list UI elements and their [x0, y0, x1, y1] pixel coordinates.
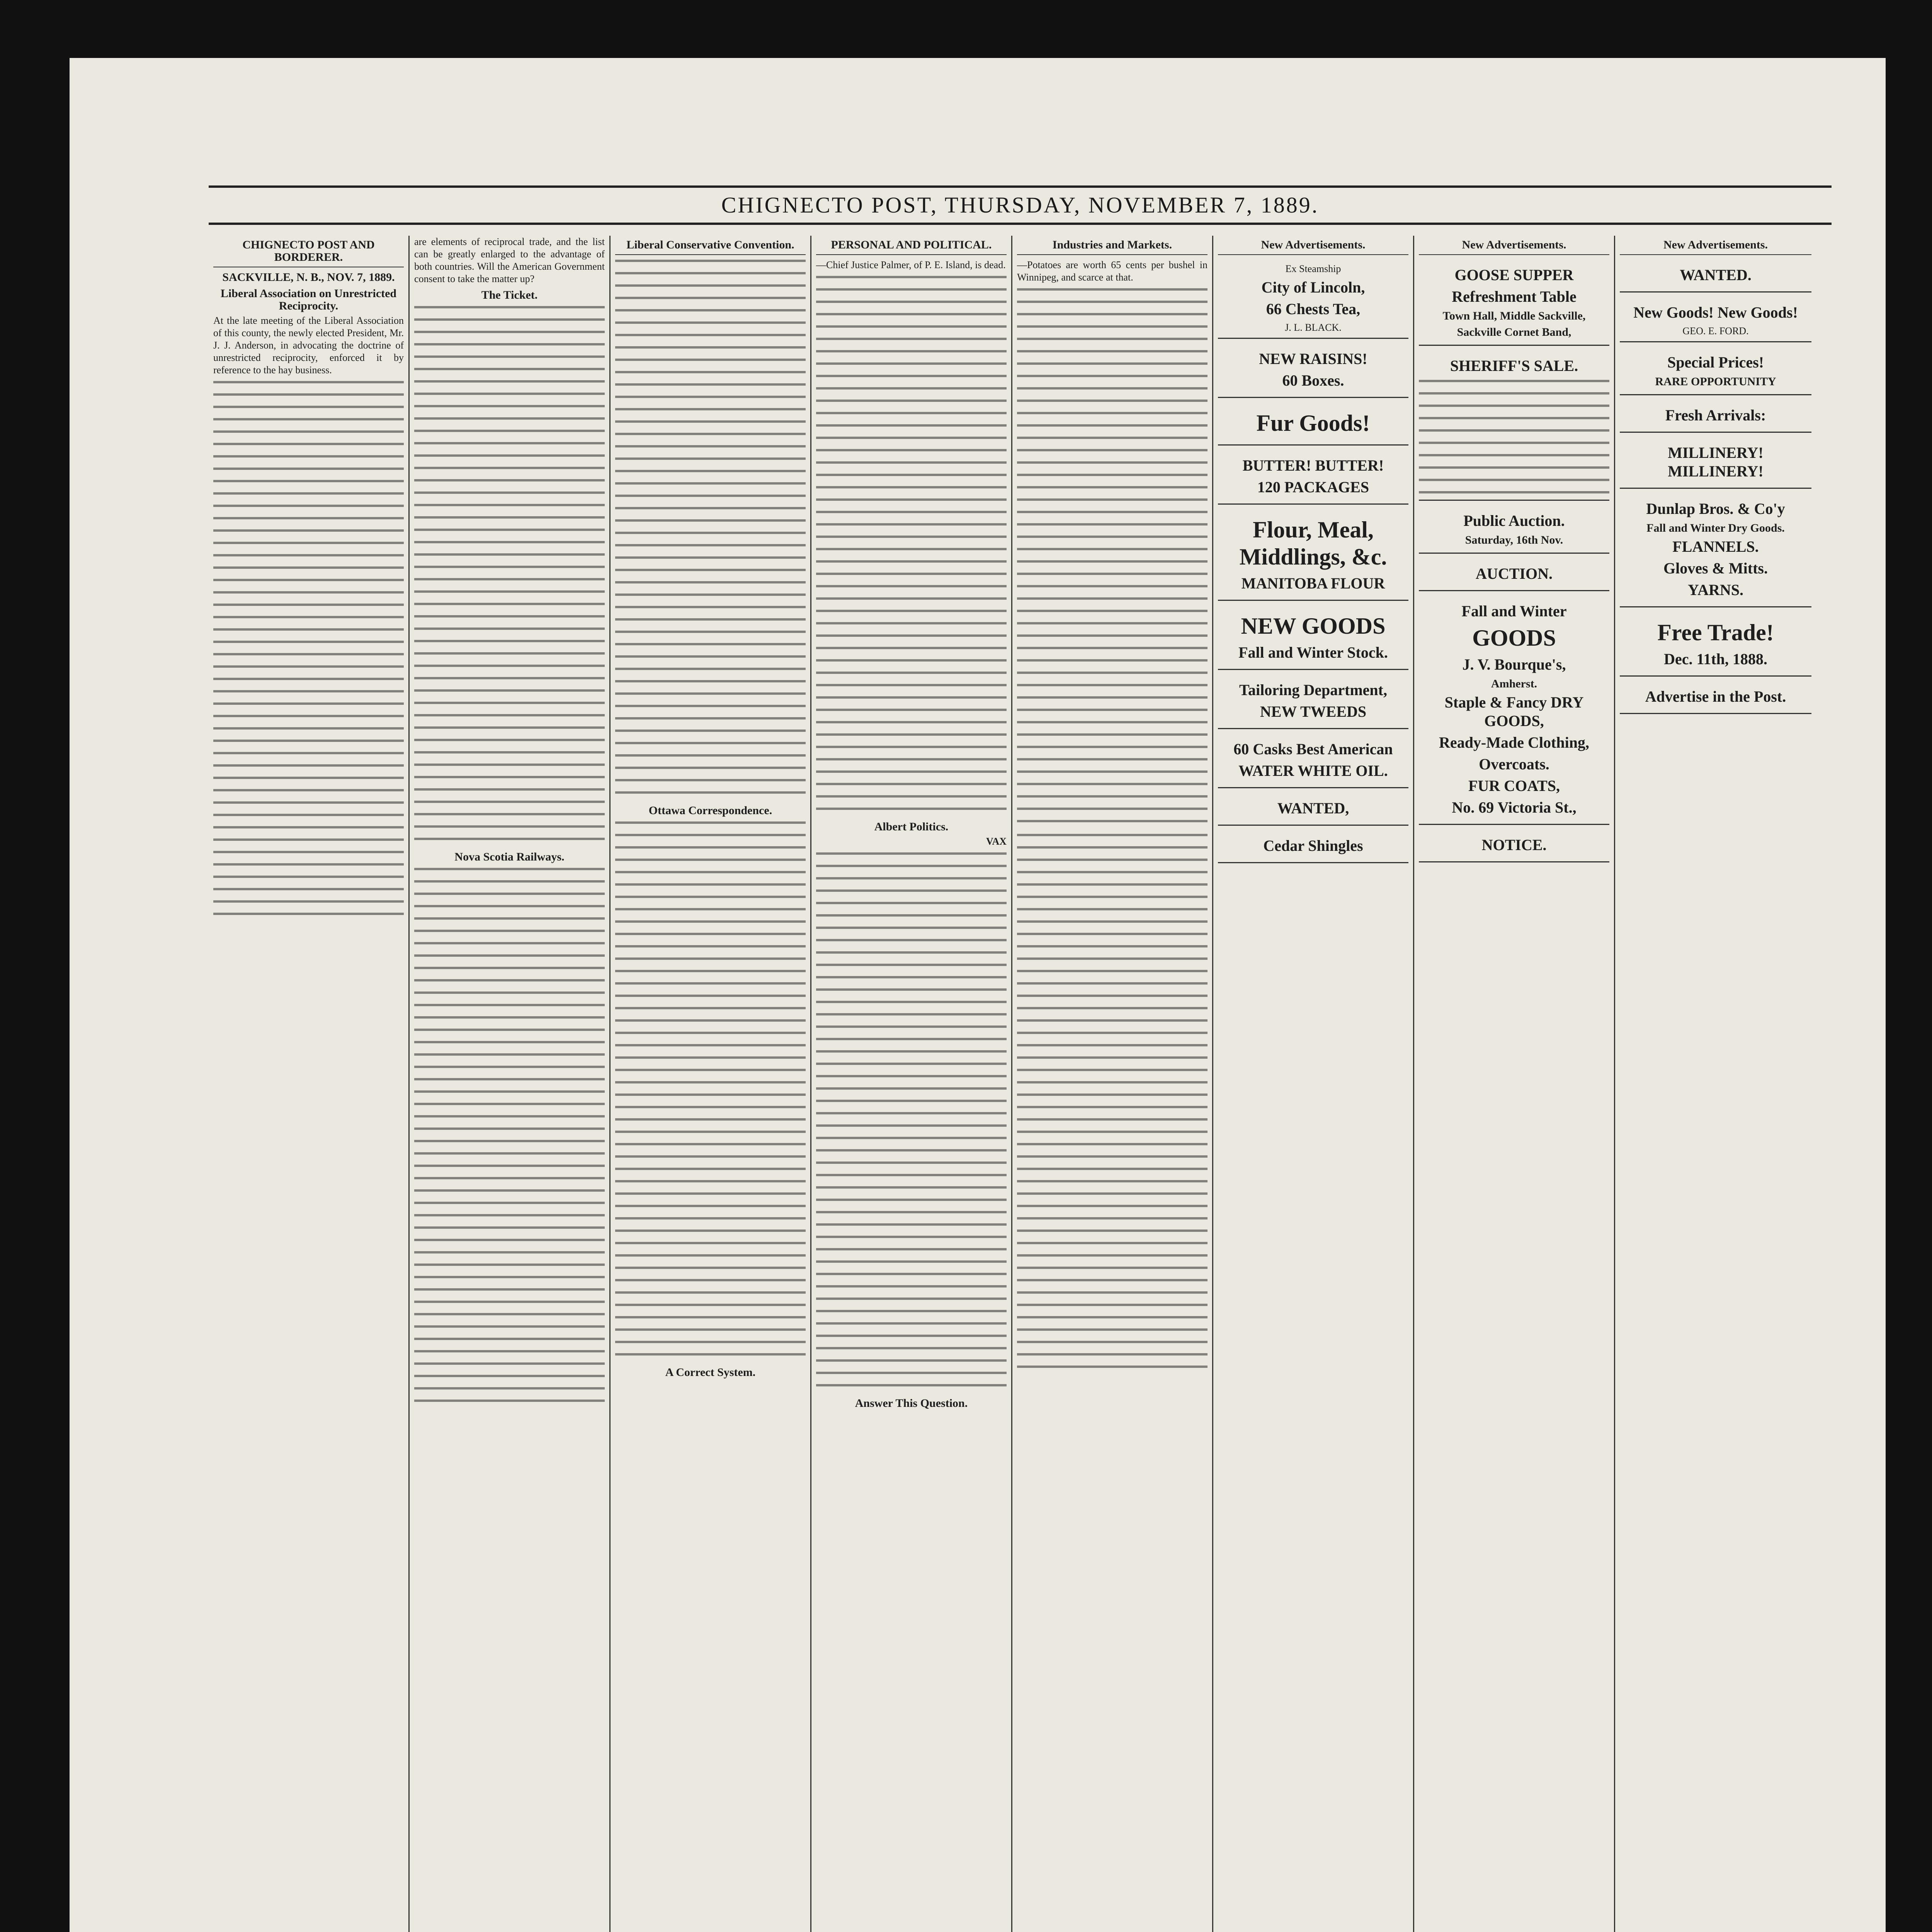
column-4: [811, 236, 1012, 1932]
ad-title: BUTTER! BUTTER!: [1242, 457, 1384, 474]
ad-title: 60 Casks Best American: [1233, 740, 1393, 758]
advertisement: [1620, 399, 1811, 433]
column-8: [1615, 236, 1816, 1932]
ad-title: 60 Boxes.: [1282, 372, 1344, 389]
section-heading: PERSONAL AND POLITICAL.: [816, 236, 1007, 255]
advertisement: [1620, 259, 1811, 293]
ad-title: Free Trade!: [1657, 620, 1774, 645]
ad-title: Dec. 11th, 1888.: [1664, 650, 1767, 668]
ad-title: NEW RAISINS!: [1259, 350, 1367, 367]
section-heading: New Advertisements.: [1218, 236, 1408, 255]
advertisement: [1419, 829, 1609, 862]
advertisement: [1218, 733, 1408, 788]
column-6: [1213, 236, 1414, 1932]
ad-title: Fall and Winter Stock.: [1238, 644, 1388, 661]
ad-line: Town Hall, Middle Sackville,: [1442, 310, 1586, 322]
advertisement: [1218, 449, 1408, 505]
section-heading: Industries and Markets.: [1017, 236, 1208, 255]
article-body-text: [816, 852, 1007, 1393]
advertisement: [1620, 680, 1811, 714]
ad-signature: GEO. E. FORD.: [1682, 325, 1749, 337]
ad-title: MANITOBA FLOUR: [1241, 575, 1385, 592]
ad-title: Overcoats.: [1479, 755, 1549, 773]
article-heading: Albert Politics.: [874, 820, 949, 833]
advertisement: [1419, 259, 1609, 346]
ad-title: Fresh Arrivals:: [1665, 406, 1766, 424]
article-text: —Chief Justice Palmer, of P. E. Island, is dead.: [816, 259, 1006, 270]
ad-title: Dunlap Bros. & Co'y: [1646, 500, 1785, 517]
advertisement: [1419, 558, 1609, 591]
columns: [209, 236, 1870, 1932]
ad-title: 120 PACKAGES: [1257, 478, 1369, 496]
advertisement: [1218, 792, 1408, 826]
ad-title: MILLINERY! MILLINERY!: [1668, 444, 1764, 480]
ad-title: Tailoring Department,: [1239, 681, 1387, 699]
ad-title: J. V. Bourque's,: [1462, 656, 1566, 673]
section-heading: New Advertisements.: [1620, 236, 1811, 255]
ad-title: NEW TWEEDS: [1260, 703, 1367, 720]
column-1: [209, 236, 410, 1932]
article-heading: A Correct System.: [665, 1366, 756, 1379]
ad-title: Fur Goods!: [1256, 410, 1370, 436]
advertisement: [1218, 343, 1408, 398]
paper-title: CHIGNECTO POST AND BORDERER.: [213, 236, 404, 267]
ad-title: Refreshment Table: [1452, 288, 1577, 305]
article-body-text: [414, 306, 605, 847]
article-body-text: [213, 381, 404, 922]
ad-title: GOODS: [1472, 625, 1556, 651]
ad-title: Special Prices!: [1667, 354, 1764, 371]
ad-title: YARNS.: [1687, 581, 1744, 599]
ad-title: NOTICE.: [1481, 836, 1547, 854]
article-heading: Nova Scotia Railways.: [454, 850, 565, 863]
advertisement: [1419, 595, 1609, 825]
article-body-text: [816, 276, 1007, 817]
ad-signature: J. L. BLACK.: [1285, 322, 1342, 333]
article-body-text: [615, 821, 806, 1362]
ad-title: No. 69 Victoria St.,: [1452, 799, 1577, 816]
article-body-text: [1017, 288, 1208, 829]
column-5: [1012, 236, 1213, 1932]
ad-title: FLANNELS.: [1672, 538, 1759, 555]
article-heading: Ottawa Correspondence.: [648, 804, 772, 817]
section-heading: New Advertisements.: [1419, 236, 1609, 255]
ad-title: Gloves & Mitts.: [1663, 560, 1768, 577]
advertisement: [1419, 505, 1609, 554]
ad-line: Saturday, 16th Nov.: [1465, 534, 1563, 546]
article-heading: Liberal Association on Unrestricted Reciprocity.: [220, 287, 397, 312]
advertisement: [1218, 509, 1408, 601]
ad-title: New Goods! New Goods!: [1633, 304, 1798, 321]
column-7: [1414, 236, 1615, 1932]
ad-title: SHERIFF'S SALE.: [1450, 357, 1578, 374]
ad-title: AUCTION.: [1476, 565, 1553, 582]
masthead: CHIGNECTO POST, THURSDAY, NOVEMBER 7, 1889.: [209, 185, 1832, 225]
advertisement: [1620, 296, 1811, 342]
ad-title: 66 Chests Tea,: [1266, 300, 1361, 318]
ad-title: Advertise in the Post.: [1645, 688, 1786, 705]
advertisement: [1218, 830, 1408, 863]
article-text: —Potatoes are worth 65 cents per bushel in Winnipeg, and scarce at that.: [1017, 259, 1208, 283]
newspaper-page: [70, 58, 1886, 1932]
advertisement: [1419, 350, 1609, 501]
signature: VAX: [986, 836, 1007, 847]
advertisement: [1620, 346, 1811, 395]
article-body-text: [615, 260, 806, 801]
article-heading: Answer This Question.: [855, 1397, 968, 1410]
ad-title: WANTED,: [1277, 799, 1349, 817]
dateline: SACKVILLE, N. B., NOV. 7, 1889.: [222, 271, 395, 284]
advertisement: [1620, 611, 1811, 677]
article-heading: Liberal Conservative Convention.: [615, 236, 806, 255]
ad-title: Cedar Shingles: [1263, 837, 1363, 854]
article-text: are elements of reciprocal trade, and the list can be greatly enlarged to the advantage of both countries. Will the American Government consent to take the matter up?: [414, 236, 605, 284]
ad-line: RARE OPPORTUNITY: [1655, 375, 1776, 388]
ad-title: City of Lincoln,: [1261, 279, 1365, 296]
ad-title: WATER WHITE OIL.: [1238, 762, 1388, 779]
ad-line: Sackville Cornet Band,: [1457, 326, 1571, 338]
ad-line: Amherst.: [1491, 677, 1537, 690]
column-2: [410, 236, 611, 1932]
article-text: At the late meeting of the Liberal Association of this county, the newly elected President, Mr. J. J. Anderson, in advocating the doctrine of unrestricted reciprocity, enforced it by reference to the hay business.: [213, 315, 404, 376]
advertisement: [1218, 402, 1408, 446]
ad-title: WANTED.: [1680, 266, 1752, 284]
ad-title: Ready-Made Clothing,: [1439, 734, 1589, 751]
column-3: [611, 236, 811, 1932]
ad-line: Ex Steamship: [1285, 263, 1341, 274]
ad-title: GOOSE SUPPER: [1454, 266, 1574, 284]
article-heading: The Ticket.: [481, 289, 538, 301]
ad-title: Fall and Winter: [1461, 602, 1567, 620]
advertisement: [1218, 674, 1408, 729]
ad-title: Public Auction.: [1463, 512, 1565, 529]
ad-title: NEW GOODS: [1241, 613, 1386, 639]
advertisement: [1620, 493, 1811, 607]
ad-body-text: [1419, 380, 1609, 496]
ad-line: Fall and Winter Dry Goods.: [1646, 522, 1785, 534]
ad-title: Flour, Meal, Middlings, &c.: [1239, 517, 1387, 570]
article-body-text: [1017, 834, 1208, 1375]
advertisement: [1620, 437, 1811, 489]
article-body-text: [414, 868, 605, 1409]
advertisement: [1218, 259, 1408, 339]
advertisement: [1218, 605, 1408, 670]
ad-title: Staple & Fancy DRY GOODS,: [1444, 694, 1584, 730]
ad-title: FUR COATS,: [1468, 777, 1560, 794]
